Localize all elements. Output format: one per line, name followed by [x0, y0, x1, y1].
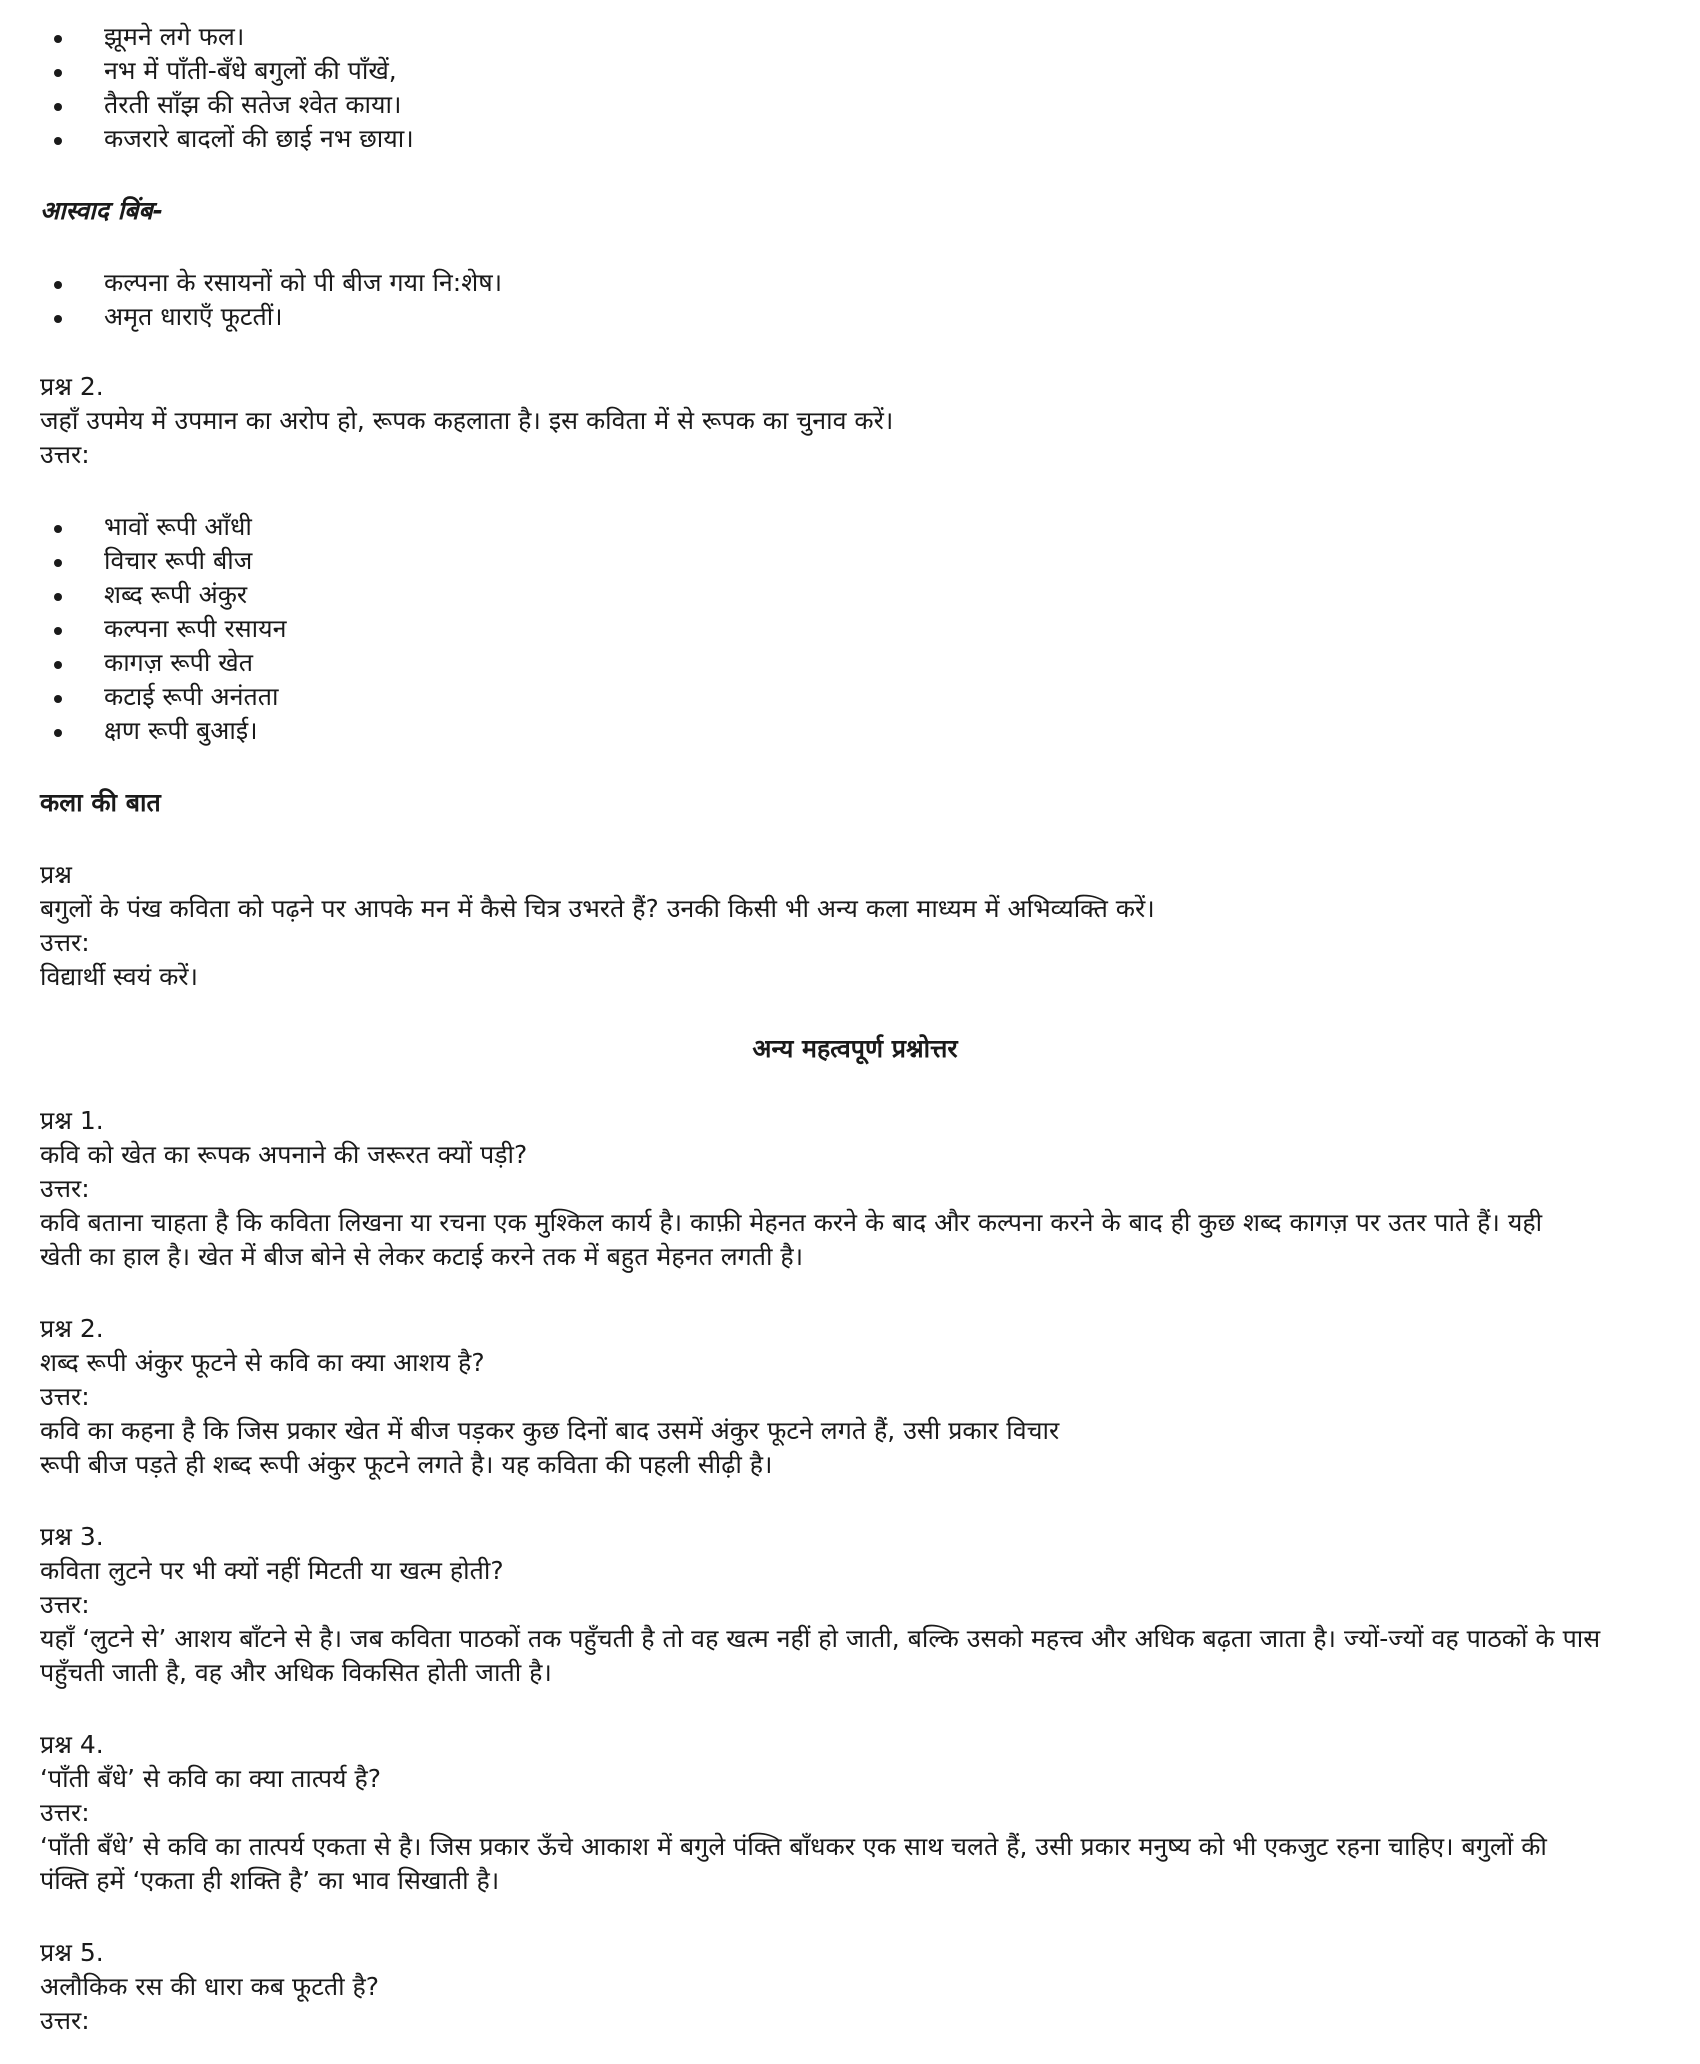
answer-text: पंक्ति हमें ‘एकता ही शक्ति है’ का भाव सिखाती है।: [40, 1866, 500, 1895]
question-label: प्रश्न: [40, 860, 72, 889]
list-item: अमृत धाराएँ फूटतीं।: [40, 300, 1670, 334]
question-label: प्रश्न 3.: [40, 1522, 104, 1551]
answer-label: उत्तर:: [40, 1590, 90, 1619]
aswad-bimb-list: [40, 266, 1670, 334]
drishya-bimb-list: [40, 20, 1670, 156]
question-label: प्रश्न 4.: [40, 1730, 104, 1759]
answer-label: उत्तर:: [40, 440, 90, 469]
answer-text: रूपी बीज पड़ते ही शब्द रूपी अंकुर फूटने लगते है। यह कविता की पहली सीढ़ी है।: [40, 1450, 773, 1479]
answer-text: ‘पाँती बँधे’ से कवि का तात्पर्य एकता से है। जिस प्रकार ऊँचे आकाश में बगुले पंक्ति बाँधकर एक साथ चलते हैं, उसी प्रकार मनुष्य को भी एकजुट रहना चाहिए। बगुलों की: [40, 1832, 1547, 1861]
list-item: झूमने लगे फल।: [40, 20, 1670, 54]
list-item: कजरारे बादलों की छाई नभ छाया।: [40, 122, 1670, 156]
question-text: ‘पाँती बँधे’ से कवि का क्या तात्पर्य है?: [40, 1764, 382, 1793]
answer-text: पहुँचती जाती है, वह और अधिक विकसित होती जाती है।: [40, 1658, 552, 1687]
question-label: प्रश्न 2.: [40, 1314, 104, 1343]
kala-heading: कला की बात: [40, 788, 161, 817]
list-item: नभ में पाँती-बँधे बगुलों की पाँखें,: [40, 54, 1670, 88]
answer-text: कवि का कहना है कि जिस प्रकार खेत में बीज पड़कर कुछ दिनों बाद उसमें अंकुर फूटने लगते हैं, उसी प्रकार विचार: [40, 1416, 1060, 1445]
question-text: बगुलों के पंख कविता को पढ़ने पर आपके मन में कैसे चित्र उभरते हैं? उनकी किसी भी अन्य कला माध्यम में अभिव्यक्ति करें।: [40, 894, 1155, 923]
list-item: क्षण रूपी बुआई।: [40, 714, 1670, 748]
list-item: कल्पना रूपी रसायन: [40, 612, 1670, 646]
question-label: प्रश्न 1.: [40, 1106, 104, 1135]
list-item: कागज़ रूपी खेत: [40, 646, 1670, 680]
question-text: जहाँ उपमेय में उपमान का अरोप हो, रूपक कहलाता है। इस कविता में से रूपक का चुनाव करें।: [40, 406, 894, 435]
answer-text: विद्यार्थी स्वयं करें।: [40, 962, 198, 991]
question-label: प्रश्न 2.: [40, 372, 104, 401]
question-text: कविता लुटने पर भी क्यों नहीं मिटती या खत्म होती?: [40, 1556, 504, 1585]
question-text: अलौकिक रस की धारा कब फूटती है?: [40, 1972, 380, 2001]
question-text: शब्द रूपी अंकुर फूटने से कवि का क्या आशय है?: [40, 1348, 485, 1377]
document-page: [40, 20, 1670, 2038]
answer-text: कवि बताना चाहता है कि कविता लिखना या रचना एक मुश्किल कार्य है। काफ़ी मेहनत करने के बाद और कल्पना करने के बाद ही कुछ शब्द कागज़ पर उतर पाते हैं। यही: [40, 1208, 1543, 1237]
answer-label: उत्तर:: [40, 2006, 90, 2035]
rupak-list: [40, 510, 1670, 748]
list-item: तैरती साँझ की सतेज श्वेत काया।: [40, 88, 1670, 122]
list-item: कटाई रूपी अनंतता: [40, 680, 1670, 714]
question-label: प्रश्न 5.: [40, 1938, 104, 1967]
anya-heading: अन्य महत्वपूर्ण प्रश्नोत्तर: [752, 1034, 958, 1063]
aswad-bimb-heading: आस्वाद बिंब-: [40, 196, 164, 225]
list-item: विचार रूपी बीज: [40, 544, 1670, 578]
answer-label: उत्तर:: [40, 1174, 90, 1203]
answer-text: यहाँ ‘लुटने से’ आशय बाँटने से है। जब कविता पाठकों तक पहुँचती है तो वह खत्म नहीं हो जाती, बल्कि उसको महत्त्व और अधिक बढ़ता जाता है। ज्यों-ज्यों वह पाठकों के पास: [40, 1624, 1601, 1653]
question-text: कवि को खेत का रूपक अपनाने की जरूरत क्यों पड़ी?: [40, 1140, 528, 1169]
list-item: भावों रूपी आँधी: [40, 510, 1670, 544]
answer-text: खेती का हाल है। खेत में बीज बोने से लेकर कटाई करने तक में बहुत मेहनत लगती है।: [40, 1242, 804, 1271]
list-item: कल्पना के रसायनों को पी बीज गया नि:शेष।: [40, 266, 1670, 300]
list-item: शब्द रूपी अंकुर: [40, 578, 1670, 612]
answer-label: उत्तर:: [40, 1382, 90, 1411]
answer-label: उत्तर:: [40, 1798, 90, 1827]
answer-label: उत्तर:: [40, 928, 90, 957]
